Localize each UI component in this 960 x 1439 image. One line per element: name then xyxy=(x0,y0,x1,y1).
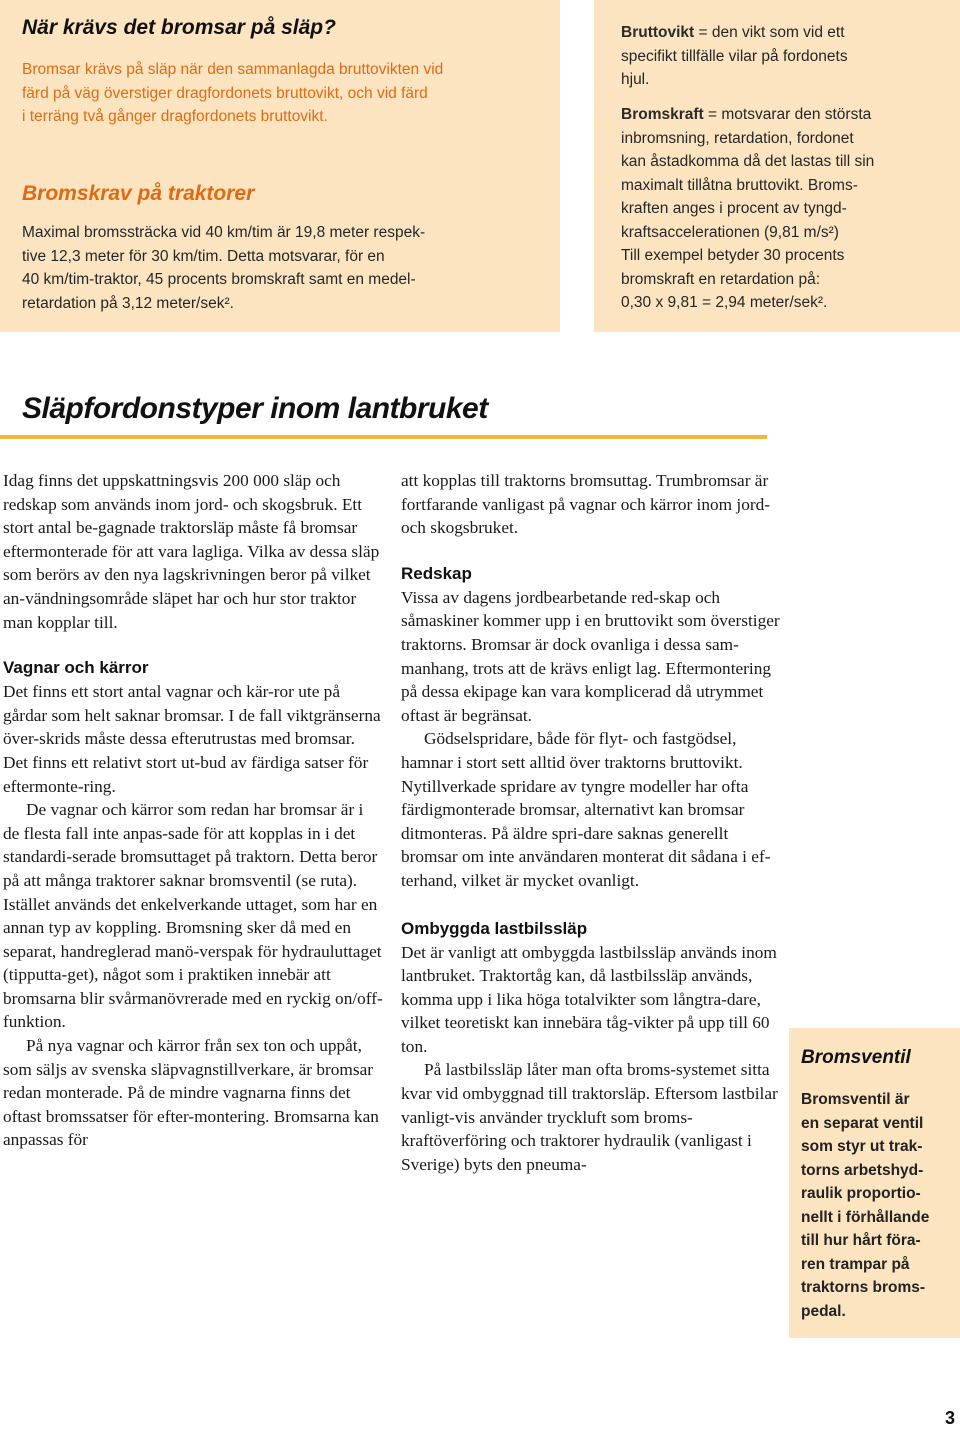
title-underline xyxy=(0,435,767,439)
paragraph: De vagnar och kärror som redan har bromsar är i de flesta fall inte anpas-sade för att kopplas in i det standardi-serade bromsuttaget på traktorn. Detta beror på att många traktorer saknar bromsventil (se ruta). Istället används det enkelverkande uttaget, som har en annan typ av koppling. Bromsning sker då med en separat, handreglerad manö-verspak för hydrauluttaget (tipputta-get), något som i praktiken innebär att bromsarna blir svårmanövrerade med en ryckig on/off-funktion. xyxy=(3,800,383,1032)
paragraph: På nya vagnar och kärror från sex ton och uppåt, som säljs av svenska släpvagnstillverkare, är bromsar redan monterade. På de mindre vagnarna finns det oftast bromssatser för efter-montering. Bromsarna kan anpassas för xyxy=(3,1036,379,1150)
box-subtext xyxy=(22,221,552,315)
paragraph: På lastbilssläp låter man ofta broms-systemet sitta kvar vid ombyggnad till traktorsläp. Eftersom lastbilar vanligt-vis använder tryckluft som broms-kraftöverföring och traktorer hydraulik (vanligast i Sverige) byts den pneuma- xyxy=(401,1060,778,1174)
intro-paragraph: Idag finns det uppskattningsvis 200 000 släp och redskap som används inom jord- och skogsbruk. Ett stort antal be-gagnade traktorsläp måste få bromsar eftermonterade för att vara lagliga. Vilka av dessa släp som berörs av den nya lagskrivningen beror på vilket an-vändningsområde släpet har och hur stor traktor man kopplar till. xyxy=(3,471,380,632)
page-number: 3 xyxy=(944,1408,955,1428)
box-text: Bromsar krävs på släp när den sammanlagda bruttovikten vid färd på väg överstiger dragfordonets bruttovikt, och vid färd i terräng två gånger dragfordonets bruttovikt. xyxy=(22,61,444,125)
paragraph: Gödselspridare, både för flyt- och fastgödsel, hamnar i stort sett alltid över traktorns bruttovikt. Nytillverkade spridare av tyngre modeller har ofta färdigmonterade bromsar, alternativt kan bromsar ditmonteras. På äldre spri-dare saknas generellt bromsar om inte användaren monterat dit sådana i ef-terhand, vilket är mycket ovanligt. xyxy=(401,729,771,890)
subhead-lastbilssläp: Ombyggda lastbilssläp xyxy=(401,918,588,938)
def-bromskraft: = motsvarar den största inbromsning, retardation, fordonet kan åstadkomma då det lastas till sin maximalt tillåtna bruttovikt. Broms- kraften anges i procent av tyngd- kraftsaccelerationen (9,81 m/s²) Till exempel betyder 30 procents bromskraft en retardation på: 0,30 x 9,81 = 2,94 meter/sek². xyxy=(621,106,875,311)
paragraph: att kopplas till traktorns bromsuttag. Trumbromsar är fortfarande vanligast på vagnar och kärror inom jord- och skogsbruket. xyxy=(401,471,770,538)
section-title: Släpfordonstyper inom lantbruket xyxy=(22,392,488,425)
article-column-left xyxy=(3,469,383,1152)
box-heading: När krävs det bromsar på släp? xyxy=(22,16,336,39)
box-subheading: Bromskrav på traktorer xyxy=(22,182,255,205)
box-subtext-part-2: Detta motsvarar, för en 40 km/tim-traktor, 45 procents bromskraft samt en medel- retardation på 3,12 meter/sek². xyxy=(22,247,416,312)
box-subtext-part-1: Maximal bromssträcka vid 40 km/tim är 19,8 meter respek- tive 12,3 meter för 30 km/tim. xyxy=(22,224,426,265)
def-bruttovikt: = den vikt som vid ett specifikt tillfälle vilar på fordonets hjul. xyxy=(621,24,848,88)
paragraph: Det finns ett stort antal vagnar och kär-ror ute på gårdar som helt saknar bromsar. I de fall viktgränserna över-skrids måste dessa efterutrustas med bromsar. Det finns ett relativt stort ut-bud av färdiga satser för eftermonte-ring. xyxy=(3,682,381,796)
subhead-redskap: Redskap xyxy=(401,563,472,583)
sidebar-title: Bromsventil xyxy=(801,1047,911,1068)
info-box-definitions xyxy=(594,0,960,332)
sidebar-box-bromsventil xyxy=(789,1028,960,1338)
paragraph: Det är vanligt att ombyggda lastbilssläp används inom lantbruket. Traktortåg kan, då lastbilssläp används, komma upp i lika höga totalvikter som långtra-dare, vilket teoretiskt kan innebära tåg-vikter på upp till 60 ton. xyxy=(401,942,777,1056)
paragraph: Vissa av dagens jordbearbetande red-skap och såmaskiner kommer upp i en bruttovikt som överstiger traktorns. Bromsar är dock ovanliga i dessa sam-manhang, trots att de krävs enligt lag. Eftermontering på dessa ekipage kan vara komplicerad då utrymmet oftast är begränsat. xyxy=(401,587,780,725)
definition-bromskraft xyxy=(621,103,957,315)
sidebar-text: Bromsventil är en separat ventil som styr ut trak- torns arbetshyd- raulik proportio- nellt i förhållande till hur hårt föra- ren trampar på traktorns broms- pedal. xyxy=(801,1091,930,1320)
definition-bruttovikt xyxy=(621,21,957,92)
info-box-brake-requirements xyxy=(0,0,560,332)
term-bromskraft: Bromskraft xyxy=(621,106,704,123)
article-column-right xyxy=(401,469,783,1176)
subhead-vagnar: Vagnar och kärror xyxy=(3,658,149,678)
term-bruttovikt: Bruttovikt xyxy=(621,24,695,41)
